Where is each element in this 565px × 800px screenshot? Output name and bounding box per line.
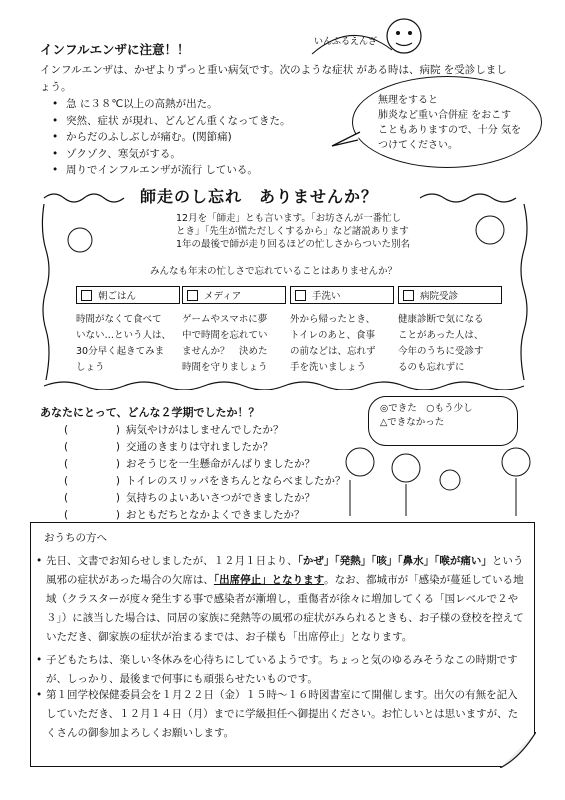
category-text: 時間がなくて食べて いない…という人は、 30分早く起きてみま しょう (76, 314, 172, 373)
list-item: • ゾクゾク、寒気がする。 (52, 146, 290, 163)
checkbox-square (81, 290, 92, 301)
list-item: ( ) おともだちとなかよくできましたか？ (64, 509, 305, 521)
category-header (76, 286, 180, 304)
svg-text:いんふるえんざ: いんふるえんざ (314, 37, 378, 47)
symptom-list (52, 96, 290, 179)
category-label: 手洗い (312, 291, 341, 302)
category-media (182, 286, 286, 376)
list-item: • からだのふしぶしが痛む。(関節痛) (52, 129, 290, 146)
speech-bubble-tail (330, 128, 362, 148)
list-item: ( ) 気持ちのよいあいさつができましたか？ (64, 492, 315, 504)
category-text: ゲームやスマホに夢 中で時間を忘れてい ませんか？ 決めた 時間を守りましょう (182, 314, 268, 373)
notice-paragraph-2: • 子どもたちは、楽しい冬休みを心待ちにしているようです。ちょっと気のゆるみそうなこの時期ですが、しっかり、最後まで何事にも頑張らせたいものです。 (36, 654, 518, 685)
category-header (398, 286, 502, 304)
flu-logo-illustration (292, 14, 432, 64)
category-label: メディア (204, 291, 242, 302)
term-reflection-title: あなたにとって、どんな２学期でしたか！？ (40, 406, 260, 419)
category-breakfast (76, 286, 180, 376)
term-checklist (64, 422, 346, 524)
checkbox-square (187, 290, 198, 301)
list-item: ( ) 病気やけがはしませんでしたか？ (64, 424, 284, 436)
category-header (290, 286, 394, 304)
list-item: ( ) 交通のきまりは守れましたか？ (64, 441, 273, 453)
speech-bubble-text: 無理をすると 肺炎など重い合併症 をおこす こともありますので、十分 気を つけてください。 (378, 95, 521, 151)
category-text: 外から帰ったとき、 トイレのあと、食事 の前などは、忘れず 手を洗いましょう (290, 314, 376, 373)
list-item: • 急 に３８℃以上の高熱が出た。 (52, 96, 290, 113)
list-item: ( ) おそうじを一生懸命がんばりましたか？ (64, 458, 315, 470)
category-label: 病院受診 (420, 291, 459, 302)
forget-intro: 12月を「師走」とも言います。「お坊さんが一番忙し とき」「先生が慌ただしくするから」など諸説あります 1年の最後で師が走り回るほどの忙しさからついた別名 (176, 213, 410, 250)
category-hospital (398, 286, 502, 376)
checkbox-square (403, 290, 414, 301)
flu-section-title: インフルエンザに注意！！ (40, 42, 190, 57)
list-item: • 周りでインフルエンザが流行 している。 (52, 162, 290, 179)
rating-legend: ◎できた ○もう少し △できなかった (380, 403, 473, 428)
list-item: • 突然、症状 が現れ、どんどん重くなってきた。 (52, 113, 290, 130)
notice-title: おうちの方へ (44, 532, 107, 544)
notice-paragraph-3: • 第１回学校保健委員会を１月２２日（金）１５時～１６時図書室にて開催します。出欠の有無を記入していただき、１２月１４日（月）までに学級担任へ御提出ください。お忙しいとは思いますが、たくさんの御参加よろしくお願いします。 (36, 689, 519, 739)
list-item: ( ) トイレのスリッパをきちんとならべましたか？ (64, 475, 346, 487)
category-text: 健康診断で気になる ことがあった人は、 今年のうちに受診す るのも忘れずに (398, 314, 484, 373)
forget-section-title: 師走のし忘れ ありませんか？ (140, 187, 379, 206)
notice-paragraph-1: • 先日、文書でお知らせしましたが、１２月１日より、「かぜ」「発熱」「咳」「鼻水」「喉が痛い」という風邪の症状があった場合の欠席は、「出席停止」となります。なお、都城市が「感染が蔓延している地域（クラスターが度々発生する事で感染者が漸増し，重傷者が徐々に増加してくる「国レベルで２や３」）に該当した場合は、同居の家族に発熱等の風邪の症状がみられるときも、お子様の登校を控えていただき、御家族の症状が治まるまでは、お子様も「出席停止」となります。 (36, 555, 524, 643)
category-header (182, 286, 286, 304)
category-label: 朝ごはん (98, 291, 137, 302)
children-illustration (330, 440, 540, 518)
flu-intro: インフルエンザは、かぜよりずっと重い病気です。次のような症状 がある時は、病院 を受診しましょう。 (40, 64, 507, 93)
category-handwashing (290, 286, 394, 376)
checkbox-square (295, 290, 306, 301)
forget-lead: みんなも年末の忙しさで忘れていることはありませんか？ (150, 266, 398, 277)
